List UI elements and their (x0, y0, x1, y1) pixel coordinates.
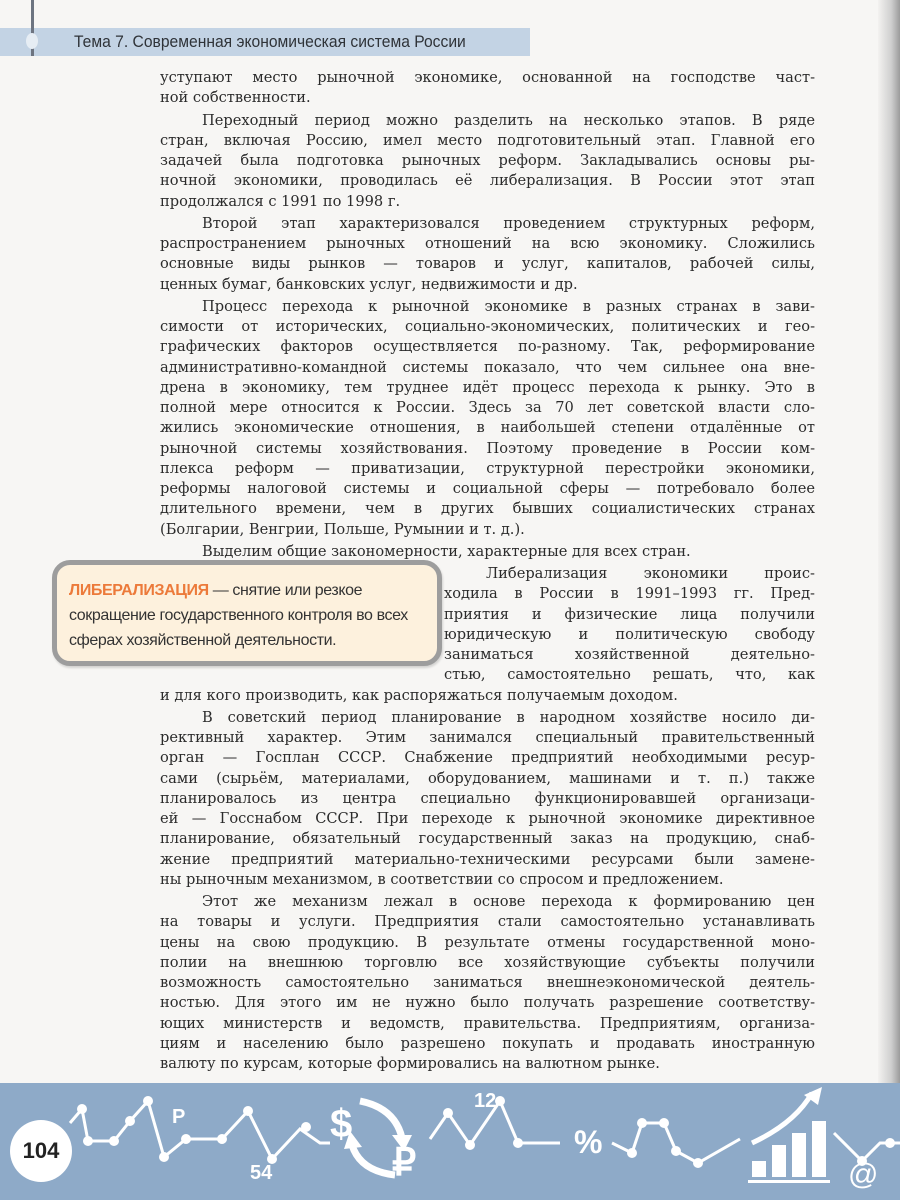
text-line: ностью. Для этого им не нужно было получать разрешение соответству- (160, 994, 815, 1012)
text-line: дрена в экономику, тем труднее идёт процесс перехода к рынку. Это в (160, 378, 815, 396)
paragraph (160, 68, 815, 109)
text-line: планирование, обязательный государственный заказ на продукцию, снаб- (160, 830, 815, 848)
number-54: 54 (250, 1162, 273, 1184)
text-line: симости от исторических, социально-экономических, политических и гео- (160, 318, 815, 335)
text-line: ценных бумаг, банковских услуг, недвижимости и др. (160, 275, 578, 293)
page-edge-shadow (878, 0, 900, 1200)
text-line: рыночной системы хозяйствования. Поэтому проведение в России ком- (160, 439, 815, 457)
text-line: Второй этап характеризовался проведением структурных реформ, (202, 214, 815, 232)
text-line: основные виды рынков — товаров и услуг, капиталов, рабочей силы, (160, 255, 815, 273)
header-bullet (26, 33, 38, 49)
text-line: В советский период планирование в народном хозяйстве носило ди- (202, 708, 815, 726)
text-line: Переходный период можно разделить на несколько этапов. В ряде (202, 111, 815, 129)
text-line: планировалось из центра специально функционировавшей организаци- (160, 789, 815, 807)
text-line: Либерализация экономики проис- (486, 565, 815, 582)
page-number: 104 (22, 1138, 60, 1163)
text-line: цены на свою продукцию. В результате отмены государственной моно- (160, 933, 815, 951)
definition-text (69, 578, 429, 653)
text-line: валюту по курсам, которые формировались на валютном рынке. (160, 1055, 660, 1072)
paragraph (160, 111, 815, 212)
paragraph (160, 542, 815, 562)
text-line: юридическую и политическую свободу (444, 625, 815, 643)
text-line: возможность самостоятельно заниматься внешнеэкономической деятель- (160, 974, 815, 991)
text-line: графических факторов осуществляется по-разному. Так, реформирование (160, 338, 815, 356)
text-line: ночной экономики, проводилась её либерализация. В России этот этап (160, 172, 815, 190)
text-line: стью, самостоятельно решать, что, как (444, 666, 815, 684)
text-line: продолжался с 1991 по 1998 г. (160, 192, 401, 210)
paragraph (160, 892, 815, 1074)
text-line: реформы налоговой системы и социальной сферы — потребовало более (160, 480, 815, 497)
paragraph (160, 708, 815, 890)
text-line: уступают место рыночной экономике, основанной на господстве част- (160, 69, 815, 86)
text-line: плекса реформ — приватизации, структурной перестройки экономики, (160, 459, 815, 477)
text-line: ей — Госснабом СССР. При переходе к рыночной экономике директивное (160, 810, 815, 827)
text-line: Процесс перехода к рыночной экономике в разных странах в зави- (202, 297, 815, 315)
text-line: жение предприятий материально-техническими ресурсами были замене- (160, 850, 815, 868)
text-line: орган — Госплан СССР. Снабжение предприятий необходимыми ресур- (160, 749, 815, 767)
text-line: рективный характер. Этим занимался специальный правительственный (160, 729, 815, 746)
definition-term: ЛИБЕРАЛИЗАЦИЯ (69, 582, 209, 599)
text-line: распространением рыночных отношений на всю экономику. Сложились (160, 235, 815, 252)
text-line: полной мере относится к России. Здесь за 70 лет советской власти сло- (160, 399, 815, 416)
rouble-small-symbol: Р (172, 1106, 186, 1128)
text-line: ной собственности. (160, 89, 311, 107)
definition-box (52, 560, 442, 666)
dollar-symbol: $ (330, 1102, 353, 1146)
text-line: и для кого производить, как распоряжаться получаемым доходом. (160, 686, 678, 704)
text-line: стран, включая Россию, имел место подготовительный этап. Главной его (160, 131, 815, 149)
number-12: 12 (474, 1090, 497, 1112)
definition-body: — снятие или резкое сокращение государственного контроля во всех сферах хозяйственной деятельности. (69, 582, 408, 649)
text-line: циям и населению было разрешено покупать и продавать иностранную (160, 1034, 815, 1052)
paragraph-gap (160, 1074, 815, 1076)
text-line: ющих министерств и ведомств, правительства. Предприятиям, организа- (160, 1014, 815, 1032)
text-line: приятия и физические лица получили (444, 605, 815, 623)
text-line: Выделим общие закономерности, характерные для всех стран. (202, 542, 691, 560)
chapter-title: Тема 7. Современная экономическая система России (74, 32, 466, 51)
text-line: длительного времени, чем в других бывших социалистических странах (160, 500, 815, 518)
rouble-symbol: ₽ (392, 1142, 417, 1184)
text-line: ходила в России в 1991–1993 гг. Пред- (444, 585, 815, 603)
text-line: заниматься хозяйственной деятельно- (444, 646, 815, 663)
percent-symbol: % (574, 1124, 603, 1160)
text-line: административно-командной системы показало, что чем сильнее она вне- (160, 358, 815, 376)
text-line: задачей была подготовка рыночных реформ. Закладывались основы ры- (160, 152, 815, 169)
text-line: на товары и услуги. Предприятия стали самостоятельно устанавливать (160, 913, 815, 931)
paragraph (160, 214, 815, 295)
text-line: полии на внешнюю торговлю все хозяйствующие субъекты получили (160, 953, 815, 971)
economic-graph-decoration (0, 1083, 900, 1200)
text-line: Этот же механизм лежал в основе перехода к формированию цен (202, 893, 815, 910)
text-line: сами (сырьём, материалами, оборудованием, машинами и т. п.) также (160, 769, 815, 787)
at-symbol: @ (848, 1158, 879, 1191)
text-line: (Болгарии, Венгрии, Польше, Румынии и т. д.). (160, 520, 525, 538)
text-line: жились экономические отношения, в наибольшей степени отдалённые от (160, 419, 815, 437)
text-line: ны рыночным механизмом, в соответствии со спросом и предложением. (160, 870, 724, 888)
paragraph (160, 297, 815, 540)
